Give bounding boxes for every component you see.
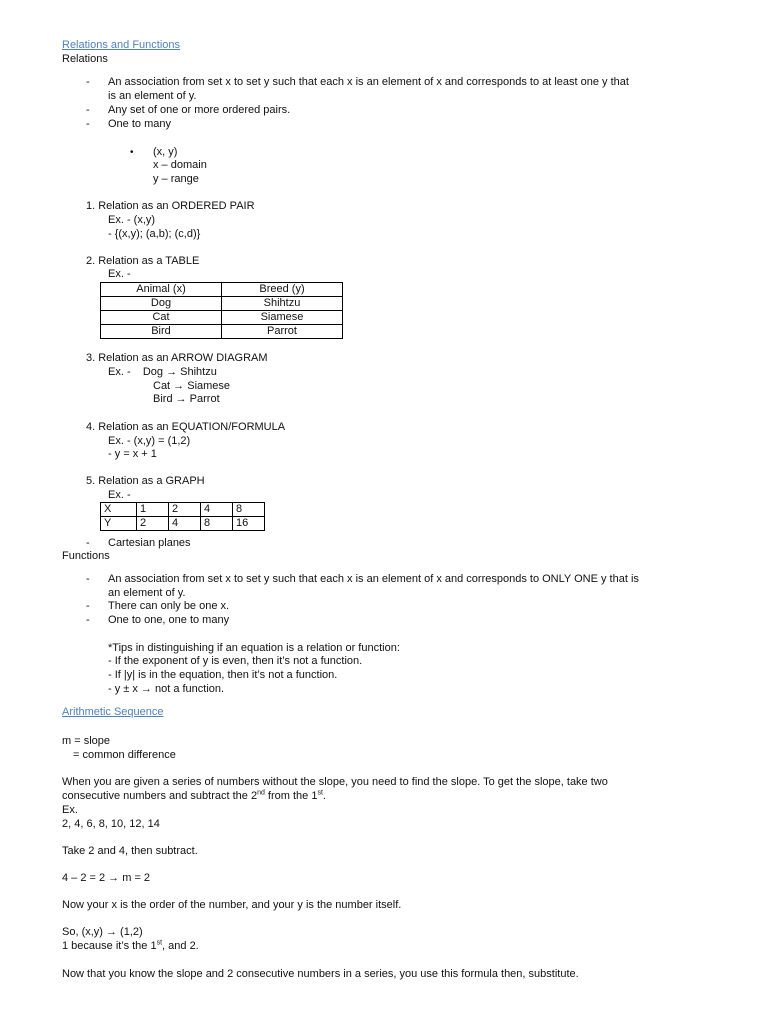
table-cell: Shihtzu <box>222 297 343 311</box>
calc-text: 4 – 2 = 2 → m = 2 <box>62 872 151 884</box>
so-text: So, (x,y) → (1,2) <box>62 926 143 938</box>
list-item-ordered-pair: 1. Relation as an ORDERED PAIR <box>86 200 255 212</box>
xy-values-table <box>100 502 265 531</box>
arrow-line: Cat → Siamese <box>153 380 231 392</box>
functions-bullet-text: One to one, one to many <box>108 614 230 626</box>
relations-bullet-text: An association from set x to set y such that each x is an element of x and corresponds to at least one y that <box>108 76 629 88</box>
graph-ex-label: Ex. - <box>108 489 131 501</box>
bullet-dash: - <box>86 600 90 612</box>
table-row <box>101 503 265 517</box>
table-cell: 16 <box>233 517 265 531</box>
ordered-pair-line: Ex. - (x,y) <box>108 214 156 226</box>
table-cell: 8 <box>233 503 265 517</box>
list-item-table: 2. Relation as a TABLE <box>86 255 200 267</box>
bullet-dash: - <box>86 118 90 130</box>
section-heading-arithmetic-sequence[interactable]: Arithmetic Sequence <box>62 706 164 718</box>
table-ex-label: Ex. - <box>108 268 131 280</box>
section-heading-relations-and-functions[interactable]: Relations and Functions <box>62 39 181 51</box>
table-cell: X <box>101 503 137 517</box>
tips-line: *Tips in distinguishing if an equation is a relation or function: <box>108 642 400 654</box>
superscript: st <box>317 789 323 797</box>
table-cell: Bird <box>101 325 222 339</box>
table-cell: 2 <box>169 503 201 517</box>
table-header-cell: Animal (x) <box>101 283 222 297</box>
subheading-functions: Functions <box>62 550 110 562</box>
list-item-graph: 5. Relation as a GRAPH <box>86 475 205 487</box>
slope-paragraph-line <box>62 790 326 804</box>
bullet-dot-icon: • <box>130 147 134 158</box>
table-cell: 4 <box>169 517 201 531</box>
functions-bullet-text: There can only be one x. <box>108 600 230 612</box>
pair-line: x – domain <box>153 159 207 171</box>
text-run: 1 because it’s the 1 <box>62 940 157 952</box>
superscript: st <box>156 939 163 947</box>
arrow-line: Ex. - Dog → Shihtzu <box>108 366 217 378</box>
table-cell: 4 <box>201 503 233 517</box>
bullet-dash: - <box>86 76 90 88</box>
table-cell: Dog <box>101 297 222 311</box>
equation-line: - y = x + 1 <box>108 448 157 460</box>
take-text: Take 2 and 4, then subtract. <box>62 845 198 857</box>
text-run: consecutive numbers and subtract the 2 <box>62 790 258 802</box>
table-row <box>101 517 265 531</box>
slope-line: = common difference <box>73 749 176 761</box>
table-row <box>101 311 343 325</box>
table-cell: Parrot <box>222 325 343 339</box>
table-cell: 8 <box>201 517 233 531</box>
relations-bullet-text: is an element of y. <box>108 90 197 102</box>
equation-line: Ex. - (x,y) = (1,2) <box>108 435 191 447</box>
table-cell: Y <box>101 517 137 531</box>
table-header-cell: Breed (y) <box>222 283 343 297</box>
functions-bullet-text: An association from set x to set y such that each x is an element of x and corresponds to ONLY ONE y that is <box>108 573 639 585</box>
list-item-equation: 4. Relation as an EQUATION/FORMULA <box>86 421 286 433</box>
table-cell: Siamese <box>222 311 343 325</box>
final-paragraph: Now that you know the slope and 2 consecutive numbers in a series, you use this formula then, substitute. <box>62 968 579 980</box>
tips-line: - If |y| is in the equation, then it’s not a function. <box>108 669 338 681</box>
table-header-row <box>101 283 343 297</box>
table-cell: Cat <box>101 311 222 325</box>
series-text: 2, 4, 6, 8, 10, 12, 14 <box>62 818 160 830</box>
text-run: from the 1 <box>264 790 318 802</box>
slope-paragraph-line: When you are given a series of numbers without the slope, you need to find the slope. To get the slope, take two <box>62 776 608 788</box>
arrow-line: Bird → Parrot <box>153 393 220 405</box>
because-text <box>62 940 199 954</box>
list-item-arrow-diagram: 3. Relation as an ARROW DIAGRAM <box>86 352 268 364</box>
relations-bullet-text: One to many <box>108 118 171 130</box>
bullet-dash: - <box>86 104 90 116</box>
table-cell: 2 <box>137 517 169 531</box>
text-run: , and 2. <box>162 940 199 952</box>
text-run: . <box>322 790 326 802</box>
cartesian-planes-text: Cartesian planes <box>108 537 191 549</box>
tips-line: - If the exponent of y is even, then it’s not a function. <box>108 655 363 667</box>
superscript: nd <box>257 789 265 797</box>
ordered-pair-line: - {(x,y); (a,b); (c,d)} <box>108 228 201 240</box>
bullet-dash: - <box>86 537 90 549</box>
bullet-dash: - <box>86 614 90 626</box>
pair-line: y – range <box>153 173 199 185</box>
table-row <box>101 325 343 339</box>
relations-bullet-text: Any set of one or more ordered pairs. <box>108 104 291 116</box>
animal-breed-table <box>100 282 343 339</box>
pair-line: (x, y) <box>153 146 178 158</box>
example-label: Ex. <box>62 804 78 816</box>
subheading-relations: Relations <box>62 53 108 65</box>
tips-line: - y ± x → not a function. <box>108 683 225 695</box>
table-cell: 1 <box>137 503 169 517</box>
functions-bullet-text: an element of y. <box>108 587 186 599</box>
table-row <box>101 297 343 311</box>
bullet-dash: - <box>86 573 90 585</box>
slope-line: m = slope <box>62 735 110 747</box>
order-text: Now your x is the order of the number, and your y is the number itself. <box>62 899 402 911</box>
